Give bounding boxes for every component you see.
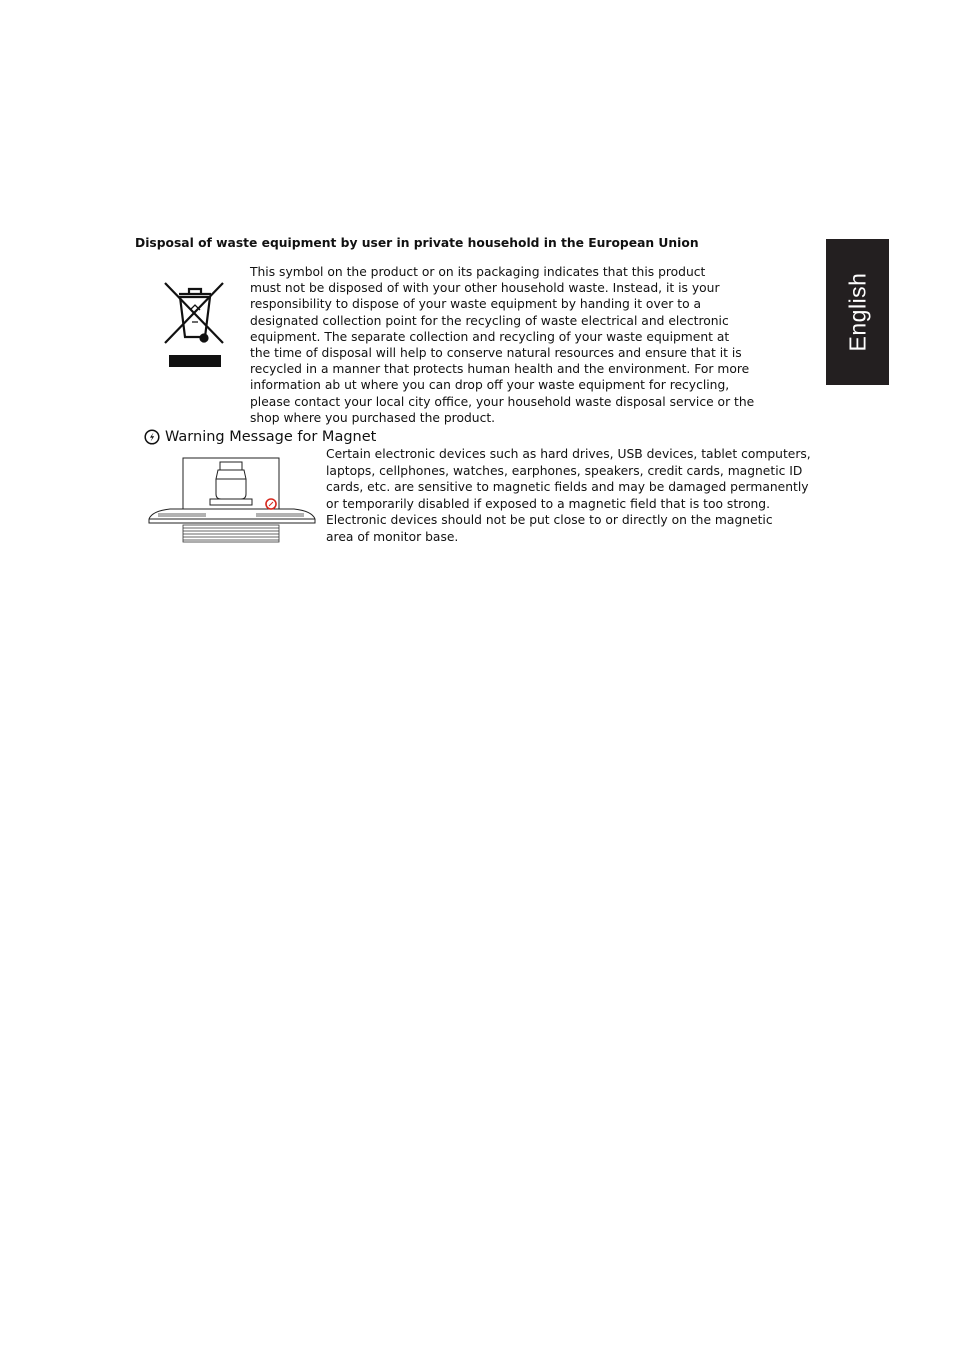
disposal-line: shop where you purchased the product.: [250, 410, 496, 425]
monitor-base-figure: [148, 456, 316, 544]
disposal-line: This symbol on the product or on its packaging indicates that this product: [250, 265, 706, 279]
disposal-line: please contact your local city office, your household waste disposal service or the: [250, 394, 755, 409]
disposal-paragraph: [250, 264, 810, 426]
disposal-heading: Disposal of waste equipment by user in private household in the European Union: [135, 236, 699, 250]
disposal-line: information ab ut where you can drop off your waste equipment for recycling,: [250, 378, 730, 393]
magnet-line: laptops, cellphones, watches, earphones, speakers, credit cards, magnetic ID: [326, 463, 803, 478]
magnet-line: area of monitor base.: [326, 529, 459, 544]
magnet-line: cards, etc. are sensitive to magnetic fields and may be damaged permanently: [326, 480, 809, 494]
language-tab: [826, 239, 889, 385]
magnet-warning-paragraph: [326, 446, 821, 545]
magnet-warning-title: Warning Message for Magnet: [165, 429, 377, 445]
magnet-warning-heading: [144, 429, 376, 445]
language-tab-label: English: [844, 272, 870, 352]
disposal-line: equipment. The separate collection and recycling of your waste equipment at: [250, 329, 730, 344]
disposal-line: the time of disposal will help to conserve natural resources and ensure that it is: [250, 346, 742, 361]
disposal-line: designated collection point for the recycling of waste electrical and electronic: [250, 313, 729, 328]
magnet-line: Electronic devices should not be put close to or directly on the magnetic: [326, 513, 773, 527]
crossed-out-wheelie-bin-icon: [162, 280, 228, 370]
magnet-line: Certain electronic devices such as hard drives, USB devices, tablet computers,: [326, 447, 811, 461]
magnet-line: or temporarily disabled if exposed to a magnetic field that is too strong.: [326, 496, 770, 511]
disposal-line: recycled in a manner that protects human health and the environment. For more: [250, 362, 750, 377]
disposal-line: must not be disposed of with your other household waste. Instead, it is your: [250, 281, 720, 296]
disposal-line: responsibility to dispose of your waste equipment by handing it over to a: [250, 297, 702, 312]
magnet-warning-icon: [144, 429, 160, 445]
